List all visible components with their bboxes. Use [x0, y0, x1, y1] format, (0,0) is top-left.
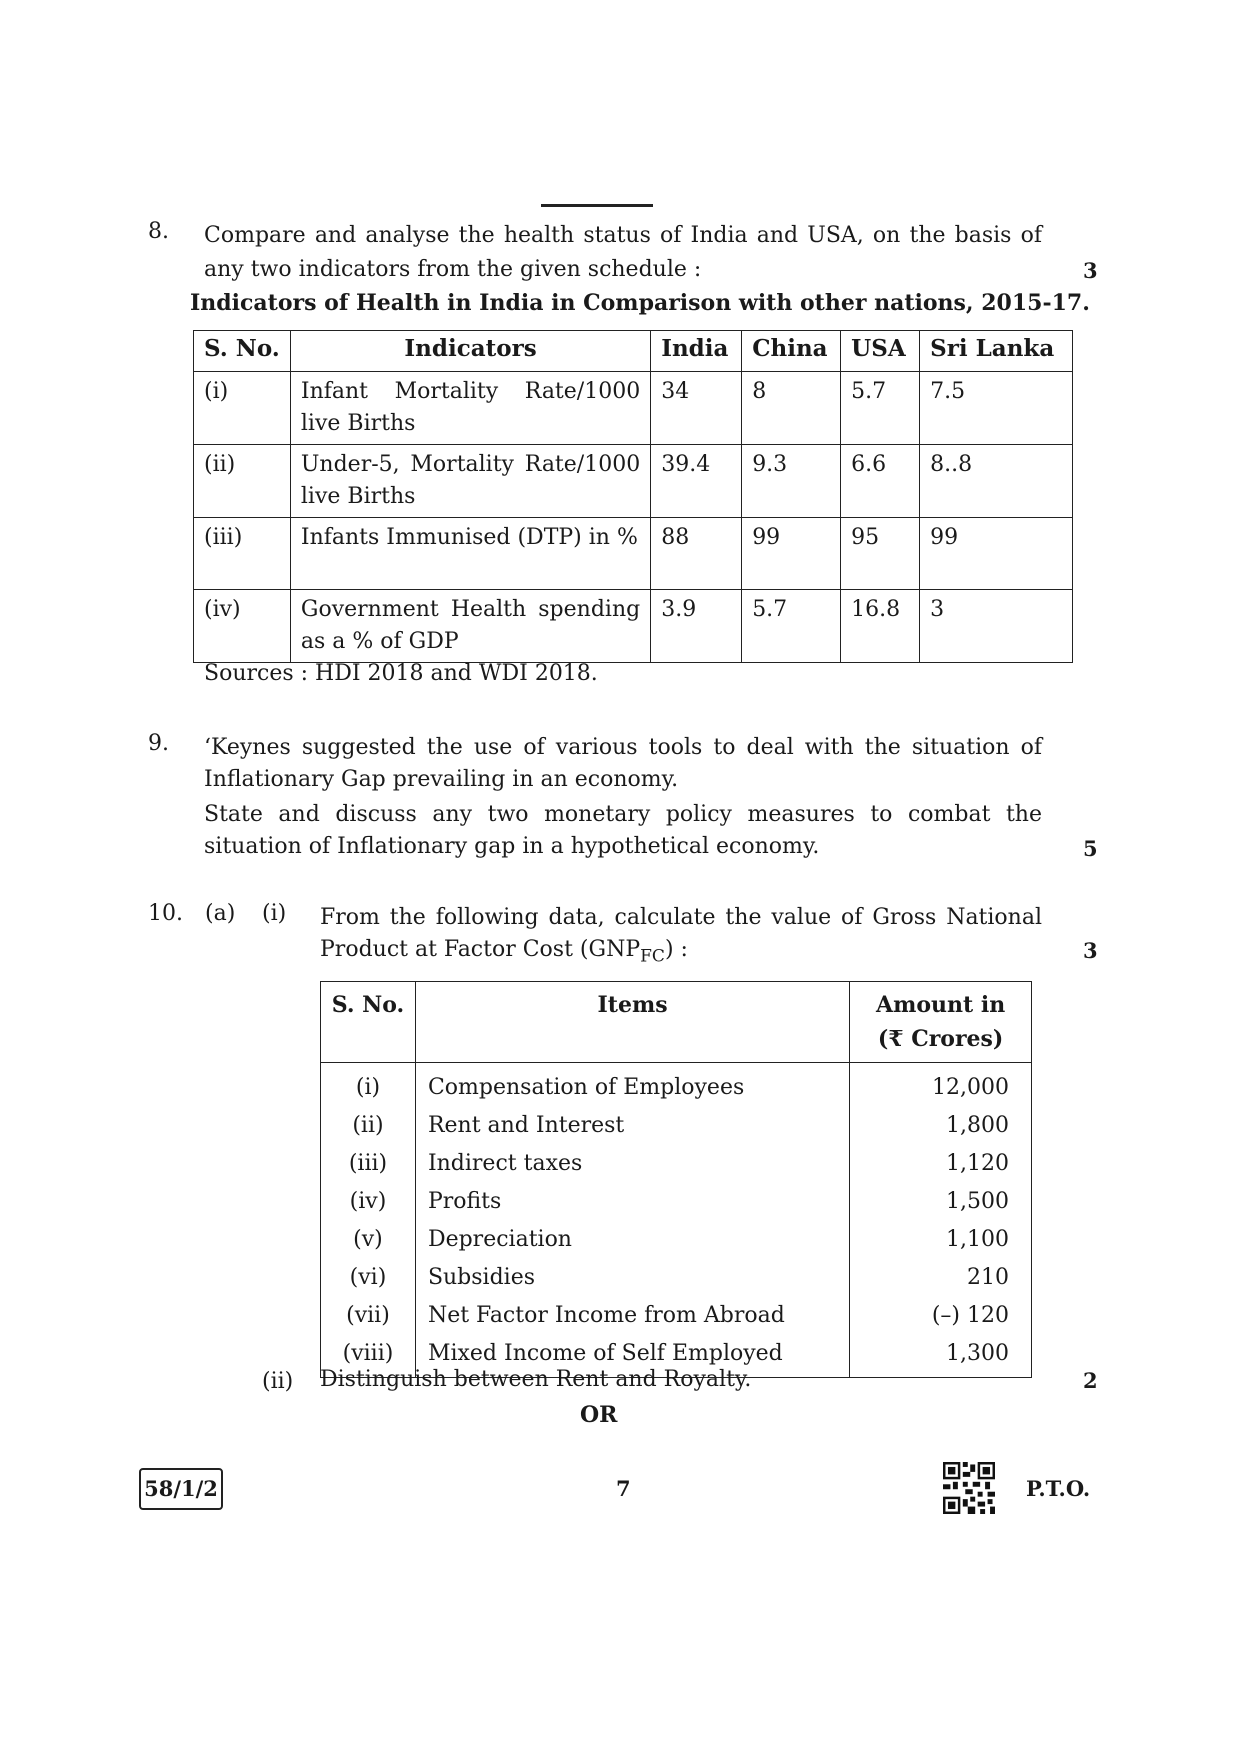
amount-header: [850, 982, 1032, 1063]
india-cell: 34: [651, 372, 742, 445]
serial-cell: (i): [321, 1063, 416, 1108]
serial-cell: (ii): [321, 1107, 416, 1145]
item-cell: Profits: [415, 1183, 849, 1221]
item-cell: Indirect taxes: [415, 1145, 849, 1183]
amount-cell: 1,100: [850, 1221, 1032, 1259]
question-9-line-2: Inflationary Gap prevailing in an economy.: [204, 767, 679, 792]
question-10-line-1: From the following data, calculate the value of Gross National: [320, 905, 1042, 930]
table-row: [194, 445, 1073, 518]
item-cell: Mixed Income of Self Employed: [415, 1335, 849, 1378]
usa-cell: 5.7: [841, 372, 920, 445]
table-row: [194, 372, 1073, 445]
question-8-line-1: Compare and analyse the health status of India and USA, on the basis of: [204, 223, 1042, 248]
question-10-sub-i: (i): [262, 901, 287, 926]
serial-cell: (iv): [194, 590, 291, 663]
india-cell: 3.9: [651, 590, 742, 663]
table-row: [194, 590, 1073, 663]
serial-cell: (iv): [321, 1183, 416, 1221]
serial-cell: (ii): [194, 445, 291, 518]
table-row: [194, 518, 1073, 590]
china-cell: 8: [742, 372, 841, 445]
qr-code-icon: [943, 1462, 995, 1514]
serial-cell: (iii): [321, 1145, 416, 1183]
item-cell: Compensation of Employees: [415, 1063, 849, 1108]
question-8-marks: 3: [1083, 258, 1098, 283]
paper-code-badge: 58/1/2: [139, 1468, 223, 1510]
amount-cell: 1,120: [850, 1145, 1032, 1183]
indicator-cell: Infant Mortality Rate/1000 live Births: [290, 372, 650, 445]
table-row: [321, 1107, 1032, 1145]
question-10-ii-text: Distinguish between Rent and Royalty.: [320, 1367, 752, 1392]
india-cell: 39.4: [651, 445, 742, 518]
column-header: Indicators: [290, 331, 650, 372]
item-cell: Rent and Interest: [415, 1107, 849, 1145]
srilanka-cell: 7.5: [920, 372, 1073, 445]
table-row: [321, 1183, 1032, 1221]
question-10-number: 10.: [148, 901, 183, 926]
amount-cell: 1,800: [850, 1107, 1032, 1145]
usa-cell: 16.8: [841, 590, 920, 663]
gnp-data-table: [320, 981, 1032, 1378]
srilanka-cell: 3: [920, 590, 1073, 663]
serial-cell: (iii): [194, 518, 291, 590]
table-row: [321, 1259, 1032, 1297]
usa-cell: 6.6: [841, 445, 920, 518]
table-row: [321, 1297, 1032, 1335]
china-cell: 5.7: [742, 590, 841, 663]
column-header: China: [742, 331, 841, 372]
srilanka-cell: 8..8: [920, 445, 1073, 518]
amount-cell: 1,300: [850, 1335, 1032, 1378]
table-row: [321, 1063, 1032, 1108]
table-header-row: [194, 331, 1073, 372]
usa-cell: 95: [841, 518, 920, 590]
china-cell: 9.3: [742, 445, 841, 518]
table-header-row: [321, 982, 1032, 1063]
question-9-number: 9.: [148, 731, 169, 756]
question-9-line-4: situation of Inflationary gap in a hypothetical economy.: [204, 834, 820, 859]
serial-cell: (vi): [321, 1259, 416, 1297]
top-rule: [541, 204, 653, 207]
amount-cell: 1,500: [850, 1183, 1032, 1221]
health-indicators-table: [193, 330, 1073, 663]
amount-header-line-2: (₹ Crores): [877, 1026, 1004, 1052]
question-9-line-1: ‘Keynes suggested the use of various tools to deal with the situation of: [204, 735, 1042, 760]
column-header: Sri Lanka: [920, 331, 1073, 372]
column-header: S. No.: [321, 982, 416, 1063]
serial-cell: (vii): [321, 1297, 416, 1335]
health-table-title: Indicators of Health in India in Comparison with other nations, 2015-17.: [190, 290, 1090, 316]
india-cell: 88: [651, 518, 742, 590]
question-9-line-3: State and discuss any two monetary policy measures to combat the: [204, 802, 1042, 827]
question-10-line-2: [320, 933, 688, 973]
question-10-ii-marks: 2: [1083, 1368, 1098, 1393]
question-8-line-2: any two indicators from the given schedule :: [204, 257, 702, 282]
amount-cell: (–) 120: [850, 1297, 1032, 1335]
column-header: India: [651, 331, 742, 372]
gnp-prefix: Product at Factor Cost (GNP: [320, 937, 641, 962]
table-row: [321, 1221, 1032, 1259]
gnp-suffix: ) :: [664, 937, 688, 962]
question-10-i-marks: 3: [1083, 938, 1098, 963]
page-number: 7: [616, 1476, 631, 1501]
china-cell: 99: [742, 518, 841, 590]
question-8-number: 8.: [148, 219, 169, 244]
table-sources: Sources : HDI 2018 and WDI 2018.: [204, 661, 598, 686]
column-header: USA: [841, 331, 920, 372]
gnp-subscript: FC: [640, 946, 665, 967]
column-header: S. No.: [194, 331, 291, 372]
item-cell: Depreciation: [415, 1221, 849, 1259]
question-10-sub-ii: (ii): [262, 1369, 294, 1394]
question-9-marks: 5: [1083, 836, 1098, 861]
indicator-cell: Government Health spending as a % of GDP: [290, 590, 650, 663]
amount-cell: 12,000: [850, 1063, 1032, 1108]
pto-label: P.T.O.: [1026, 1476, 1091, 1501]
question-10-part-a: (a): [205, 901, 236, 926]
item-cell: Net Factor Income from Abroad: [415, 1297, 849, 1335]
indicator-cell: Infants Immunised (DTP) in %: [290, 518, 650, 590]
amount-cell: 210: [850, 1259, 1032, 1297]
serial-cell: (v): [321, 1221, 416, 1259]
or-separator: OR: [580, 1402, 618, 1428]
serial-cell: (i): [194, 372, 291, 445]
table-row: [321, 1145, 1032, 1183]
srilanka-cell: 99: [920, 518, 1073, 590]
amount-header-line-1: Amount in: [876, 992, 1006, 1018]
column-header: Items: [415, 982, 849, 1063]
serial-cell: (viii): [321, 1335, 416, 1378]
item-cell: Subsidies: [415, 1259, 849, 1297]
indicator-cell: Under-5, Mortality Rate/1000 live Births: [290, 445, 650, 518]
